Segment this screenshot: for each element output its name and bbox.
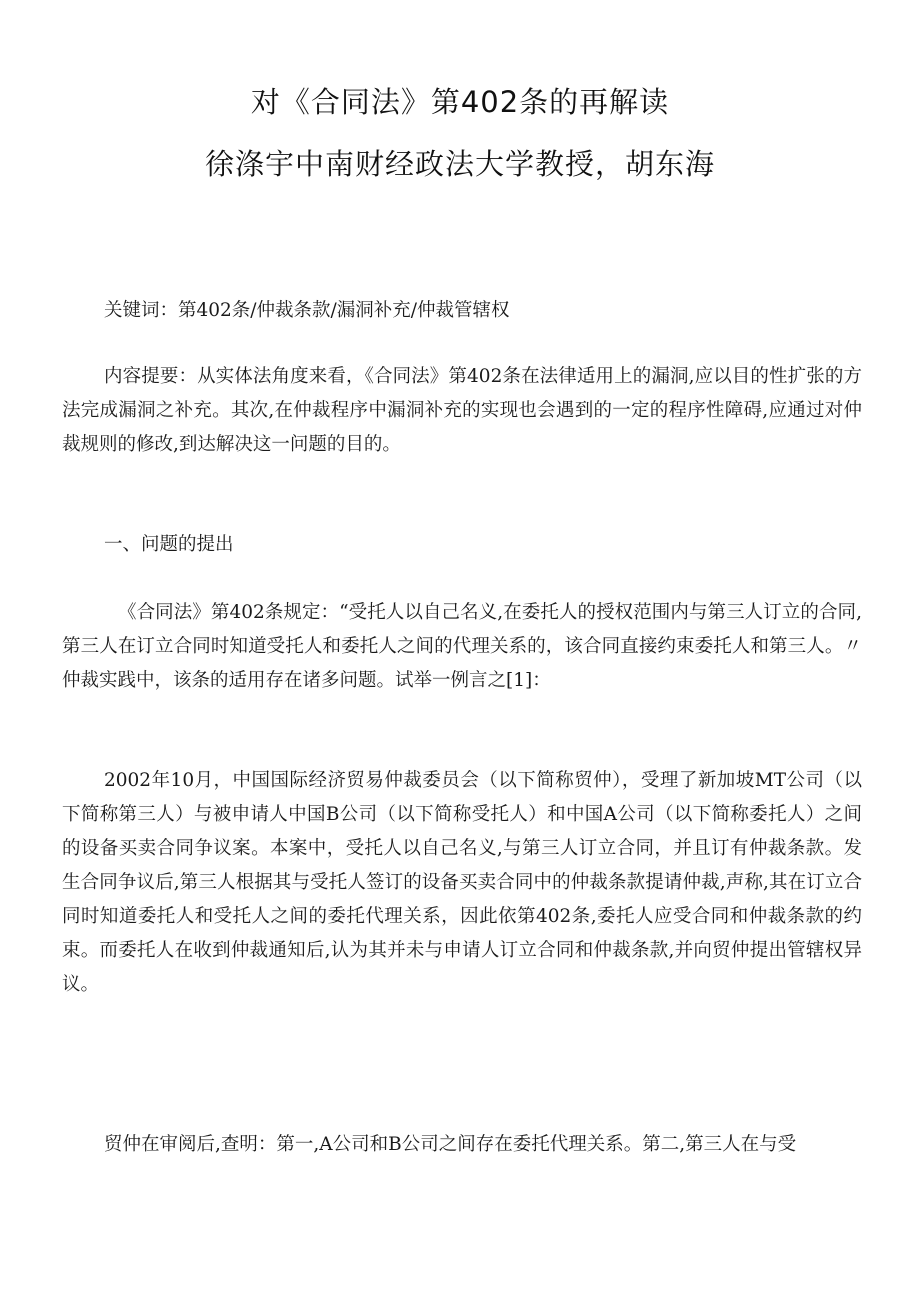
body-paragraph: 2002年10月，中国国际经济贸易仲裁委员会（以下简称贸仲），受理了新加坡MT公司（以下简称第三人）与被申请人中国B公司（以下简称受托人）和中国A公司（以下简称委托人）之间的设备买卖合同争议案。本案中，受托人以自己名义,与第三人订立合同，并且订有仲裁条款。发生合同争议后,第三人根据其与受托人签订的设备买卖合同中的仲裁条款提请仲裁,声称,其在订立合同时知道委托人和受托人之间的委托代理关系，因此依第402条,委托人应受合同和仲裁条款的约束。而委托人在收到仲裁通知后,认为其并未与申请人订立合同和仲裁条款,并向贸仲提出管辖权异议。: [62, 770, 862, 995]
keywords-line: 关键词：第402条/仲裁条款/漏洞补充/仲裁管辖权: [104, 300, 510, 321]
abstract-paragraph: 内容提要：从实体法角度来看，《合同法》第402条在法律适用上的漏洞,应以目的性扩张的方法完成漏洞之补充。其次,在仲裁程序中漏洞补充的实现也会遇到的一定的程序性障碍,应通过对仲裁规则的修改,到达解决这一问题的目的。: [62, 366, 862, 455]
body-paragraph: 贸仲在审阅后,查明：第一,A公司和B公司之间存在委托代理关系。第二,第三人在与受: [104, 1134, 797, 1155]
body-paragraph: 《合同法》第402条规定：“受托人以自己名义,在委托人的授权范围内与第三人订立的合同,第三人在订立合同时知道受托人和委托人之间的代理关系的，该合同直接约束委托人和第三人。〃仲裁实践中，该条的适用存在诸多问题。试举一例言之[1]：: [62, 602, 862, 691]
author-line: 徐涤宇中南财经政法大学教授，胡东海: [204, 147, 715, 181]
section-heading: 一、问题的提出: [104, 534, 234, 555]
document-title: 对《合同法》第402条的再解读: [250, 85, 670, 119]
